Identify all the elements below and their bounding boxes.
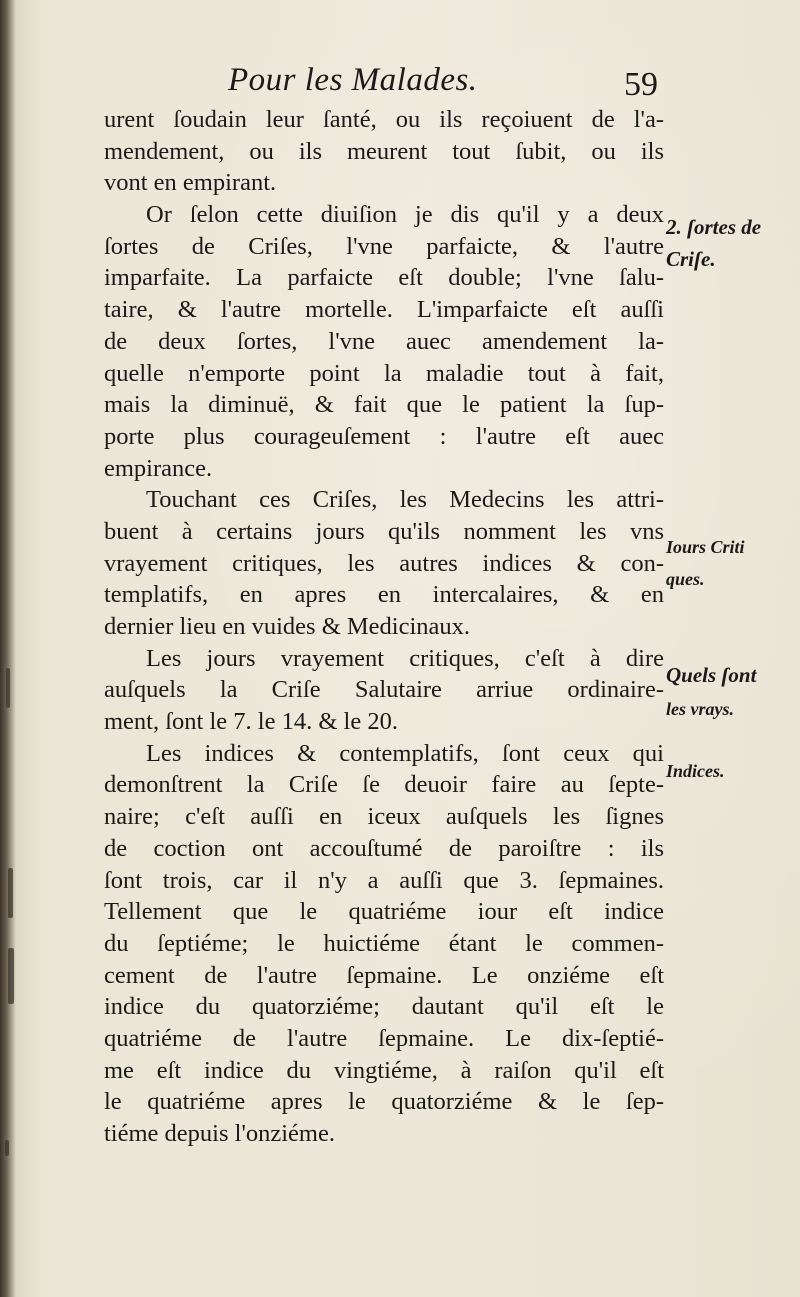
ink-mark (6, 668, 10, 708)
text-line: vont en empirant. (104, 169, 277, 197)
text-line: dernier lieu en vuides & Medicinaux. (104, 613, 471, 640)
text-line: indice du quatorziéme; dautant qu'il eſt le (104, 993, 664, 1021)
text-line: cement de l'autre ſepmaine. Le onziéme eſt (104, 961, 664, 989)
text-line: ſortes de Criſes, l'vne parfaicte, & l'autre (104, 232, 664, 260)
margin-note: Criſe. (666, 247, 716, 271)
text-line: imparfaite. La parfaicte eſt double; l'vne ſalu- (104, 264, 664, 292)
page-binding-shadow (0, 0, 16, 1297)
text-line: tiéme depuis l'onziéme. (104, 1120, 335, 1147)
margin-note: Iours Criti (666, 537, 745, 557)
margin-note: Indices. (666, 761, 725, 781)
margin-note: ques. (666, 569, 705, 589)
text-line: ment, ſont le 7. le 14. & le 20. (104, 708, 398, 736)
margin-note: les vrays. (666, 699, 734, 719)
running-title: Pour les Malades. (228, 62, 478, 98)
text-line: le quatriéme apres le quatorziéme & le ſep- (104, 1088, 664, 1116)
text-line: du ſeptiéme; le huictiéme étant le commen- (104, 929, 664, 957)
text-line: Touchant ces Criſes, les Medecins les attri- (146, 486, 664, 514)
text-line: urent ſoudain leur ſanté, ou ils reçoiuent de l'a- (104, 106, 664, 133)
ink-mark (8, 948, 14, 1004)
text-line: de coction ont accouſtumé de paroiſtre : ils (104, 834, 664, 862)
text-line: taire, & l'autre mortelle. L'imparfaicte eſt auſſi (104, 296, 664, 324)
ink-mark (5, 1140, 9, 1156)
text-line: de deux ſortes, l'vne auec amendement la- (104, 327, 664, 355)
text-line: Tellement que le quatriéme iour eſt indice (104, 898, 664, 926)
ink-mark (8, 868, 13, 918)
text-line: me eſt indice du vingtiéme, à raiſon qu'il eſt (104, 1056, 664, 1084)
page-number: 59 (624, 66, 658, 103)
text-line: empirance. (104, 454, 213, 482)
text-line: ſont trois, car il n'y a auſſi que 3. ſepmaines. (104, 866, 664, 894)
text-line: quatriéme de l'autre ſepmaine. Le dix-ſeptié- (104, 1024, 664, 1052)
text-line: templatifs, en apres en intercalaires, & en (104, 581, 664, 609)
text-line: mais la diminuë, & fait que le patient la ſup- (104, 391, 664, 419)
text-line: vrayement critiques, les autres indices & con- (104, 549, 664, 577)
text-line: mendement, ou ils meurent tout ſubit, ou ils (104, 137, 664, 165)
text-line: Les indices & contemplatifs, ſont ceux qui (146, 739, 664, 767)
body-text (104, 104, 664, 1150)
margin-note: 2. ſortes de (666, 215, 762, 239)
text-line: auſquels la Criſe Salutaire arriue ordinaire- (104, 676, 664, 704)
margin-note: Quels ſont (666, 663, 757, 687)
text-line: naire; c'eſt auſſi en iceux auſquels les ſignes (104, 803, 664, 831)
text-line: demonſtrent la Criſe ſe deuoir faire au ſepte- (104, 771, 664, 799)
text-line: Or ſelon cette diuiſion je dis qu'il y a deux (146, 201, 664, 229)
text-line: buent à certains jours qu'ils nomment les vns (104, 517, 664, 545)
text-line: porte plus courageuſement : l'autre eſt auec (104, 422, 664, 450)
text-line: quelle n'emporte point la maladie tout à fait, (104, 359, 664, 387)
text-line: Les jours vrayement critiques, c'eſt à dire (146, 644, 664, 672)
